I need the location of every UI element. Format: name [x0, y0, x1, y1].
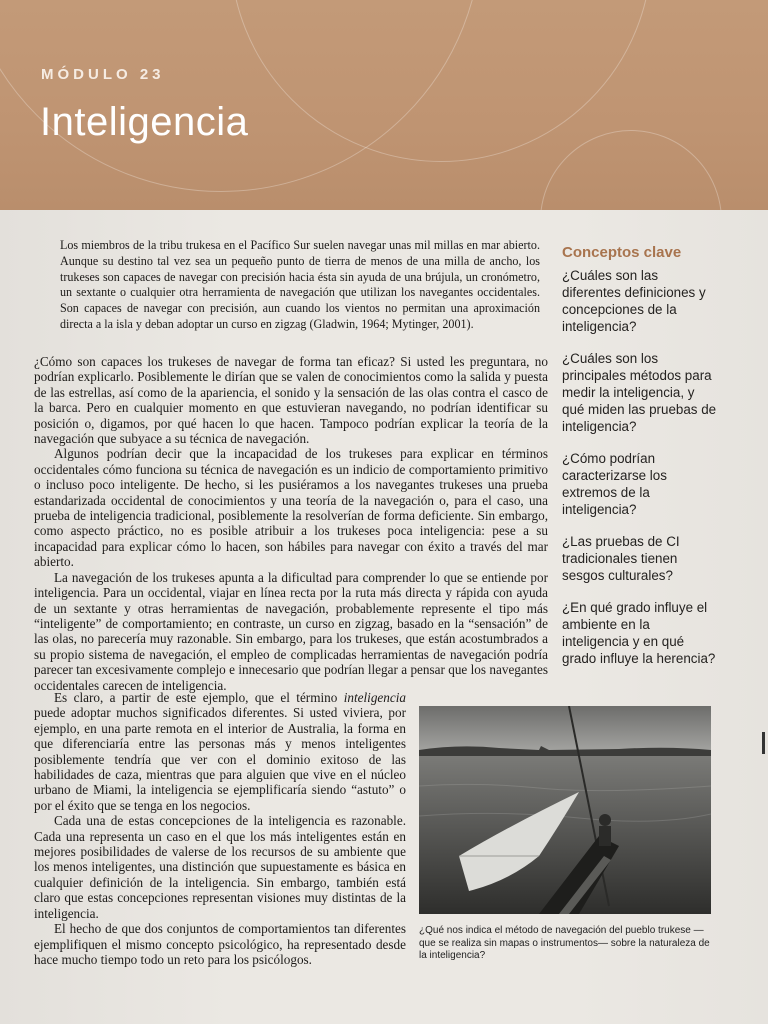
key-concept-question: ¿Las pruebas de CI tradicionales tienen sesgos culturales? — [562, 534, 680, 583]
key-concepts-list — [562, 267, 720, 667]
key-concept-question: ¿Cómo podrían caracterizarse los extremos de la inteligencia? — [562, 451, 667, 517]
body-paragraph: ¿Cómo son capaces los trukeses de navegar de forma tan eficaz? Si usted les preguntara, no podrían explicarlo. Posiblemente le dirían que se valen de conocimientos como la salida y puesta de las estrellas, así como de la apariencia, el sonido y la sensación de las olas contra el casco de la barca. Pero en cualquier momento en que estuvieran navegando, no podrían identificar su posición o, digamos, por qué hacen lo que hacen. Tampoco podrían explicar la teoría de la navegación que subyace a su técnica de navegación. — [34, 354, 548, 447]
key-concept-question: ¿Cuáles son los principales métodos para medir la inteligencia, y qué miden las pruebas de inteligencia? — [562, 351, 717, 434]
sailboat-illustration — [419, 706, 711, 914]
key-concept-question: ¿En qué grado influye el ambiente en la inteligencia y en qué grado influye la herencia? — [562, 600, 716, 666]
key-concepts-sidebar — [562, 244, 720, 682]
body-paragraph: La navegación de los trukeses apunta a la dificultad para comprender lo que se entiende por inteligencia. Para un occidental, viajar en línea recta por la ruta más directa y rápida con ayuda de un sextante y otras herramientas de navegación, probablemente represente el tipo más “inteligente” de comportamiento; en contraste, un curso en zigzag, basado en la “sensación” de las olas, no parecería muy razonable. Sin embargo, para los trukeses, que están acostumbrados a su propio sistema de navegación, el empleo de complicadas herramientas de navegación podría parecer tan excesivamente complejo e innecesario que podrían llegar a pensar que los navegantes occidentales carecen de inteligencia. — [34, 569, 548, 693]
body-paragraph — [34, 690, 406, 813]
page-edge-mark — [762, 732, 765, 754]
italic-term: inteligencia — [343, 690, 406, 705]
body-paragraph: El hecho de que dos conjuntos de comportamientos tan diferentes ejemplifiquen el mismo concepto psicológico, ha representado desde hace mucho tiempo todo un reto para los psicólogos. — [34, 921, 406, 967]
body-paragraph: Cada una de estas concepciones de la inteligencia es razonable. Cada una representa un caso en el que los más inteligentes están en mejores posibilidades de valerse de los recursos de su ambiente que los menos inteligentes, una distinción que supuestamente es básica en cualquier definición de la inteligencia. Sin embargo, también está claro que estas concepciones representan visiones muy distintas de la inteligencia. — [34, 813, 406, 921]
main-text-left-column — [34, 690, 406, 967]
body-text: puede adoptar muchos significados diferentes. Si usted viviera, por ejemplo, en una parte remota en el interior de Australia, la forma en que diferenciaría entre las personas más y menos inteligentes posiblemente tendría que ver con el dominio exitoso de las habilidades de caza, mientras que para alguien que vive en el núcleo urbano de Miami, la inteligencia se ejemplificaría siendo “astuto” o por el éxito que se tenga en los negocios. — [34, 705, 406, 813]
key-concept-question: ¿Cuáles son las diferentes definiciones y concepciones de la inteligencia? — [562, 268, 706, 334]
key-concepts-heading: Conceptos clave — [562, 244, 682, 261]
body-text: Es claro, a partir de este ejemplo, que el término — [54, 690, 344, 705]
sailboat-photo — [419, 706, 711, 914]
main-text-top — [34, 354, 548, 693]
module-label: MÓDULO 23 — [41, 66, 165, 83]
intro-paragraph — [60, 238, 540, 333]
intro-text: Los miembros de la tribu trukesa en el Pacífico Sur suelen navegar unas mil millas en mar abierto. Aunque su destino tal vez sea un pequeño punto de tierra de menos de una milla de ancho, los trukeses son capaces de navegar con precisión hacia ésta sin ayuda de una brújula, un cronómetro, un sextante o cualquier otra herramienta de navegación que utilizan los navegantes occidentales. Son capaces de navegar con precisión, aun cuando los vientos no permitan una aproximación directa a la isla y deban adoptar un curso en zigzag (Gladwin, 1964; Mytinger, 2001). — [60, 238, 540, 331]
module-header-band — [0, 0, 768, 210]
decorative-arc — [540, 130, 722, 210]
page-title: Inteligencia — [40, 100, 249, 144]
photo-caption: ¿Qué nos indica el método de navegación del pueblo trukese —que se realiza sin mapas o instrumentos— sobre la naturaleza de la inteligencia? — [419, 925, 710, 962]
body-paragraph: Algunos podrían decir que la incapacidad de los trukeses para explicar en términos occidentales cómo funciona su técnica de navegación es un indicio de comportamiento primitivo o incluso poco inteligente. De hecho, si les pusiéramos a los navegantes trukeses una prueba estandarizada occidental de conocimientos y una teoría de la navegación o, para el caso, una prueba de inteligencia tradicional, posiblemente la resolverían de forma deficiente. Sin embargo, como aspecto práctico, no es posible atribuir a los trukeses poca inteligencia: pese a su incapacidad para explicar cómo lo hacen, son hábiles para navegar con éxito a través del mar abierto. — [34, 446, 548, 570]
